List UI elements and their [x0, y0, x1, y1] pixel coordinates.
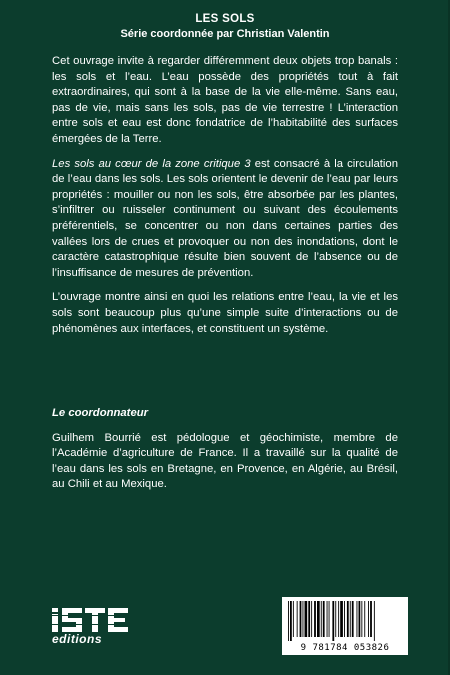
isbn-barcode — [282, 597, 408, 655]
barcode-bars — [282, 597, 408, 641]
summary-text — [52, 54, 398, 337]
summary-paragraph-2 — [52, 157, 398, 282]
coordinator-bio: Guilhem Bourrié est pédologue et géochimiste, membre de l’Académie d’agriculture de France. Il a travaillé sur la qualité de l’eau dans les sols en Bretagne, en Provence, en Algérie, au Brésil, au Chili et au Mexique. — [52, 431, 398, 491]
book-title-italic: Les sols au cœur de la zone critique 3 — [52, 157, 251, 170]
summary-paragraph-3: L’ouvrage montre ainsi en quoi les relations entre l’eau, la vie et les sols sont beaucoup plus qu’une simple suite d’interactions ou de phénomènes aux interfaces, et constituent un système. — [52, 291, 398, 335]
iste-logo-subtext: editions — [52, 632, 103, 646]
coordinator-section — [52, 406, 398, 493]
series-header — [0, 12, 450, 42]
series-title: LES SOLS — [195, 13, 255, 25]
summary-paragraph-1: Cet ouvrage invite à regarder différemment deux objets trop banals : les sols et l’eau. L’eau possède des propriétés tout à fait extraordinaires, qui sont à la base de la vie elle-même. Sans eau, pas de vie, mais sans les sols, pas de vie terrestre ! L’interaction entre sols et eau est donc fondatrice de l’habitabilité des surfaces émergées de la Terre. — [52, 55, 398, 145]
summary-paragraph-2-text: est consacré à la circulation de l’eau dans les sols. Les sols orientent le devenir de l’eau par leurs propriétés : mouiller ou non les sols, être absorbée par les plantes, s’infiltrer ou ruisseler continument ou suivant des écoulements préférentiels, se concentrer ou non dans certaines parties des vallées lors de crues et provoquer ou non des inondations, dont le caractère catastrophique résulte bien souvent de l’absence ou de l’insuffisance de mesures de prévention. — [52, 157, 398, 279]
isbn-number: 9 781784 053826 — [300, 643, 390, 653]
iste-logo — [50, 606, 160, 646]
coordinator-heading: Le coordonnateur — [52, 407, 149, 419]
series-subtitle: Série coordonnée par Christian Valentin — [120, 28, 330, 40]
